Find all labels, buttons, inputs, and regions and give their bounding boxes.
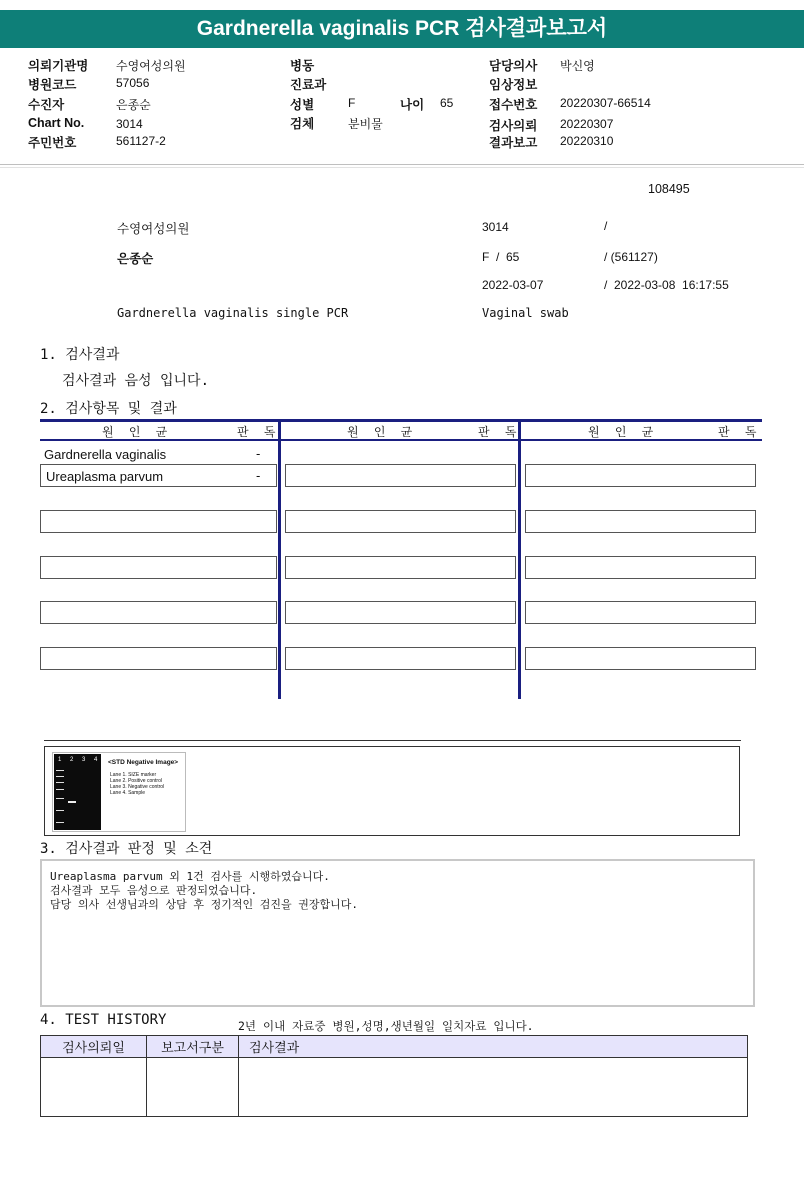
col-judgement-1: 판 독 — [237, 425, 280, 439]
col-pathogen-2: 원 인 균 — [347, 425, 417, 439]
gel-marker-band — [56, 776, 64, 777]
specimen-value: 분비물 — [348, 117, 383, 131]
gel-caption: <STD Negative Image> — [108, 759, 179, 766]
gel-marker-band — [56, 782, 64, 783]
gel-lane-label: 1 — [58, 757, 62, 763]
history-header-row — [41, 1036, 748, 1058]
result-row-name: Ureaplasma parvum — [46, 469, 164, 484]
gel-legend-line: Lane 1. SIZE marker — [110, 772, 157, 778]
col-judgement-3: 판 독 — [718, 425, 761, 439]
gel-marker-band — [56, 810, 64, 811]
header-divider-shadow — [0, 167, 804, 168]
info-patient: 은종순 — [117, 252, 154, 266]
resident-no-label: 주민번호 — [28, 136, 77, 150]
age-value: 65 — [440, 96, 454, 110]
empty-result-box — [285, 601, 516, 624]
patient-label: 수진자 — [28, 98, 65, 112]
resident-no-value: 561127-2 — [116, 134, 166, 148]
receipt-no-value: 20220307-66514 — [560, 96, 651, 110]
result-table-divider-1 — [278, 419, 281, 699]
sex-label: 성별 — [290, 98, 315, 112]
hospital-code-label: 병원코드 — [28, 78, 77, 92]
ward-label: 병동 — [290, 59, 315, 73]
gel-marker-band — [56, 789, 64, 790]
chart-no-label: Chart No. — [28, 116, 85, 130]
chart-no-value: 3014 — [116, 117, 143, 131]
info-report-datetime: / 2022-03-08 16:17:55 — [604, 278, 729, 292]
request-date-label: 검사의뢰 — [489, 119, 538, 133]
history-note: 2년 이내 자료중 병원,성명,생년월일 일치자료 입니다. — [238, 1019, 534, 1033]
section3-heading: 3. 검사결과 판정 및 소견 — [40, 841, 213, 857]
empty-result-box — [525, 601, 756, 624]
opinion-line: Ureaplasma parvum 외 1건 검사를 시행하였습니다. — [50, 870, 330, 883]
hospital-name-label: 의뢰기관명 — [28, 59, 89, 73]
result-row-value: - — [256, 446, 261, 461]
doctor-label: 담당의사 — [489, 59, 538, 73]
report-date-label: 결과보고 — [489, 136, 538, 150]
receipt-no-label: 접수번호 — [489, 98, 538, 112]
empty-result-box — [285, 510, 516, 533]
col-pathogen-1: 원 인 균 — [102, 425, 172, 439]
patient-value: 은종순 — [116, 98, 151, 112]
result-table-top-rule — [40, 419, 762, 422]
gel-panel-top-rule — [44, 740, 741, 741]
report-title: Gardnerella vaginalis PCR 검사결과보고서 — [0, 10, 804, 48]
gel-image — [54, 754, 101, 830]
section1-text: 검사결과 음성 입니다. — [62, 373, 210, 389]
gel-positive-band — [68, 801, 76, 803]
gel-lane-label: 4 — [94, 757, 98, 763]
history-empty-row — [41, 1058, 748, 1117]
gel-legend-line: Lane 4. Sample — [110, 790, 146, 796]
department-label: 진료과 — [290, 78, 327, 92]
specimen-label: 검체 — [290, 117, 315, 131]
history-cell — [239, 1058, 748, 1117]
gel-legend-line: Lane 3. Negative control — [110, 784, 165, 790]
empty-result-box — [285, 464, 516, 487]
empty-result-box — [525, 647, 756, 670]
section1-heading: 1. 검사결과 — [40, 347, 120, 363]
hospital-name-value: 수영여성의원 — [116, 59, 186, 73]
gel-legend-line: Lane 2. Positive control — [110, 778, 162, 784]
clinical-info-label: 임상정보 — [489, 78, 538, 92]
result-row-name: Gardnerella vaginalis — [44, 447, 167, 462]
gel-marker-band — [56, 798, 64, 799]
header-divider — [0, 164, 804, 165]
info-specimen: Vaginal swab — [482, 306, 569, 320]
history-cell — [147, 1058, 239, 1117]
hospital-code-value: 57056 — [116, 76, 150, 90]
result-row-value: - — [256, 468, 261, 483]
info-receipt-date: 2022-03-07 — [482, 278, 544, 292]
empty-result-box — [525, 510, 756, 533]
info-id: / (561127) — [604, 250, 658, 264]
age-label: 나이 — [400, 98, 425, 112]
gel-marker-band — [56, 822, 64, 823]
result-table-divider-2 — [518, 419, 521, 699]
empty-result-box — [40, 510, 277, 533]
empty-result-box — [285, 556, 516, 579]
empty-result-box — [40, 601, 277, 624]
info-hospital: 수영여성의원 — [117, 222, 190, 236]
history-col-request-date: 검사의뢰일 — [41, 1036, 147, 1058]
request-date-value: 20220307 — [560, 117, 614, 131]
col-judgement-2: 판 독 — [478, 425, 521, 439]
gel-lane-label: 3 — [82, 757, 86, 763]
history-col-result: 검사결과 — [239, 1036, 748, 1058]
opinion-line: 검사결과 모두 음성으로 판정되었습니다. — [50, 884, 258, 897]
empty-result-box — [285, 647, 516, 670]
sex-value: F — [348, 96, 356, 110]
info-slash: / — [604, 219, 608, 233]
opinion-line: 담당 의사 선생님과의 상담 후 정기적인 검진을 권장합니다. — [50, 898, 359, 911]
col-pathogen-3: 원 인 균 — [588, 425, 658, 439]
info-sex-age: F / 65 — [482, 250, 520, 264]
history-cell — [41, 1058, 147, 1117]
info-chart-no: 3014 — [482, 220, 509, 234]
empty-result-box — [40, 647, 277, 670]
empty-result-box — [525, 556, 756, 579]
section2-heading: 2. 검사항목 및 결과 — [40, 401, 177, 417]
doctor-value: 박신영 — [560, 59, 595, 73]
empty-result-box — [525, 464, 756, 487]
info-test-name: Gardnerella vaginalis single PCR — [117, 306, 349, 320]
empty-result-box — [40, 556, 277, 579]
history-col-report-type: 보고서구분 — [147, 1036, 239, 1058]
gel-lane-label: 2 — [70, 757, 74, 763]
report-number: 108495 — [648, 182, 690, 196]
section4-heading: 4. TEST HISTORY — [40, 1012, 167, 1028]
gel-marker-band — [56, 770, 64, 771]
report-date-value: 20220310 — [560, 134, 614, 148]
history-table — [40, 1035, 748, 1117]
